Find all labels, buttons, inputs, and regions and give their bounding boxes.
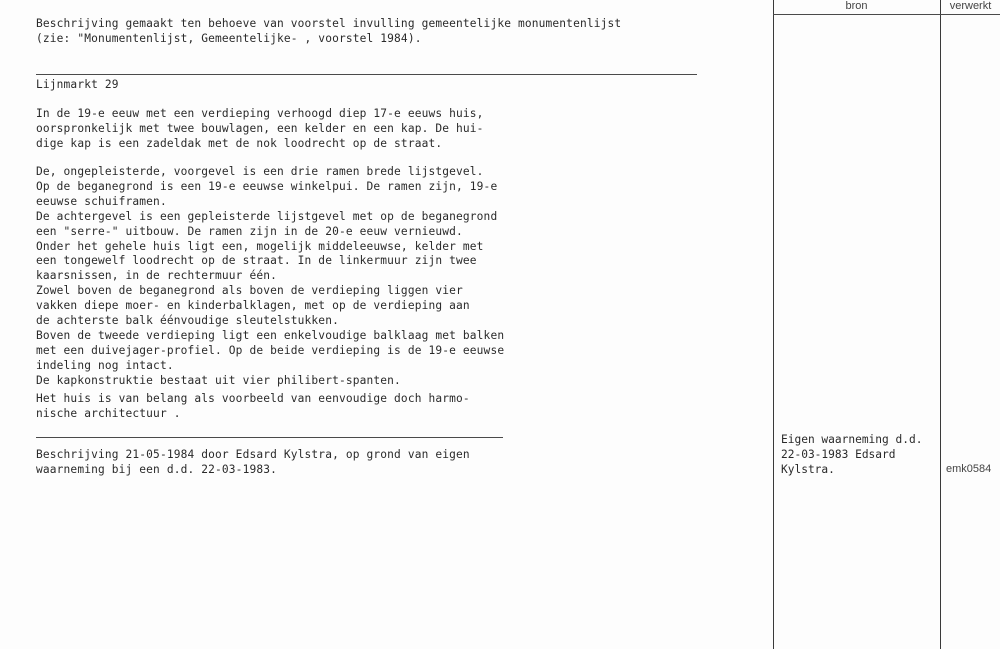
bron-column-right-rule	[940, 0, 941, 649]
bron-entry: Eigen waarneming d.d. 22-03-1983 Edsard Kylstra.	[781, 433, 923, 476]
address-rule	[36, 74, 697, 75]
address-heading: Lijnmarkt 29	[36, 78, 119, 91]
description-paragraph-1: In de 19-e eeuw met een verdieping verhoogd diep 17-e eeuws huis, oorspronkelijk met twee bouwlagen, een kelder en een kap. De hui- dige kap is een zadeldak met de nok loodrecht op de straat.	[36, 107, 484, 150]
bron-header: bron	[845, 0, 868, 12]
description-paragraph-2: De, ongepleisterde, voorgevel is een drie ramen brede lijstgevel. Op de beganegrond is een 19-e eeuwse winkelpui. De ramen zijn, 19-e eeuwse schuiframen. De achtergevel is een gepleisterde lijstgevel met op de beganegrond een "serre-" uitbouw. De ramen zijn in de 20-e eeuw vernieuwd. Onder het gehele huis ligt een, mogelijk middeleeuwse, kelder met een tongewelf loodrecht op de straat. In de linkermuur zijn twee kaarsnissen, in de rechtermuur één. Zowel boven de beganegrond als boven de verdieping liggen vier vakken diepe moer- en kinderbalklagen, met op de verdieping aan de achterste balk éénvoudige sleutelstukken. Boven de tweede verdieping ligt een enkelvoudige balklaag met balken met een duivejager-profiel. Op de beide verdieping is de 19-e eeuwse indeling nog intact. De kapkonstruktie bestaat uit vier philibert-spanten.	[36, 165, 505, 387]
footer-note: Beschrijving 21-05-1984 door Edsard Kylstra, op grond van eigen waarneming bij een d.d. 22-03-1983.	[36, 448, 470, 476]
intro-line-1: Beschrijving gemaakt ten behoeve van voorstel invulling gemeentelijke monumentenlijst	[36, 17, 622, 30]
verwerkt-header: verwerkt	[949, 0, 992, 12]
header-row-rule	[773, 14, 1000, 15]
intro-line-2: (zie: "Monumentenlijst, Gemeentelijke- , voorstel 1984).	[36, 32, 422, 45]
verwerkt-entry: emk0584	[946, 463, 992, 475]
bron-column-left-rule	[773, 0, 774, 649]
footer-rule	[36, 437, 503, 438]
description-paragraph-3: Het huis is van belang als voorbeeld van eenvoudige doch harmo- nische architectuur .	[36, 392, 470, 420]
